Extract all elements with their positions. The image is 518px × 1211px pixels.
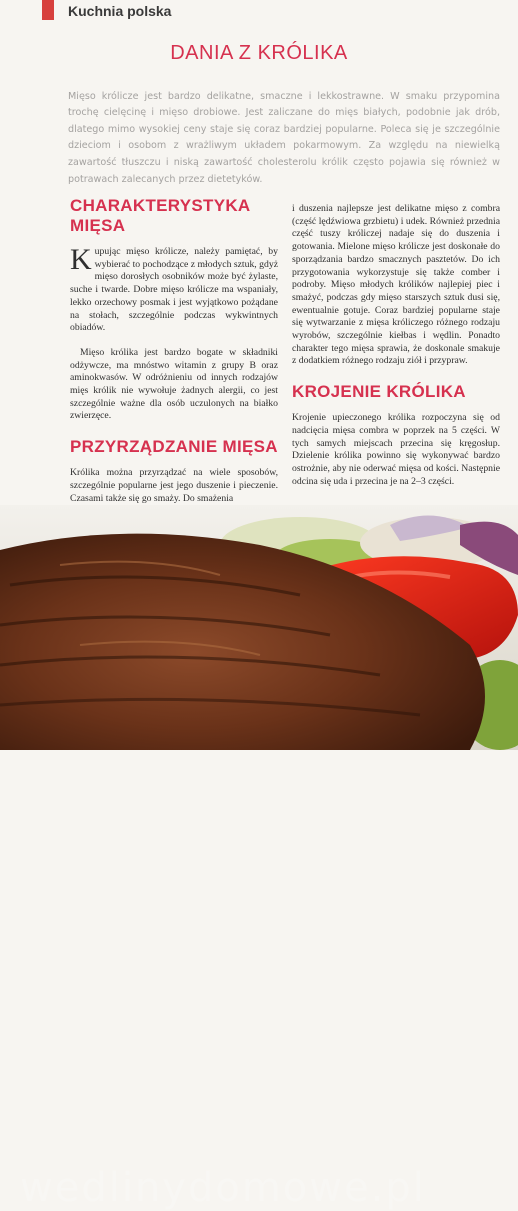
charakterystyka-paragraph-2: Mięso królika jest bardzo bogate w składniki odżywcze, ma mnóstwo witamin z grupy B oraz aminokwasów. W odróżnieniu od innych rodzajów mięs królik nie wywołuje żadnych alergii, co jest szczególnie ważne dla osób uczulonych na białko zwierzęce. xyxy=(70,346,278,422)
food-photo xyxy=(0,505,518,1211)
watermark: wedlinydomowe.pl xyxy=(20,1165,426,1211)
article-intro: Mięso królicze jest bardzo delikatne, smaczne i lekkostrawne. W smaku przypomina trochę cielęcinę i mięso drobiowe. Jest zaliczane do mięs białych, podobnie jak drób, dlatego mimo wysokiej ceny staje się coraz bardziej popularne. Poleca się je szczególnie dzieciom i osobom z wrażliwym układem pokarmowym. Za względu na niewielką zawartość tłuszczu i niską zawartość cholesterolu królik często pojawia się również w potrawach zalecanych przez dietetyków. xyxy=(68,90,500,185)
heading-charakterystyka: CHARAKTERYSTYKA MIĘSA xyxy=(70,196,250,235)
left-column xyxy=(70,196,278,505)
right-column xyxy=(292,203,500,488)
charakterystyka-paragraph-1 xyxy=(70,243,278,335)
grilled-meat-illustration xyxy=(0,505,518,750)
section-label: Kuchnia polska xyxy=(68,3,172,19)
heading-przyrzadzanie: PRZYRZĄDZANIE MIĘSA xyxy=(70,437,278,457)
charakterystyka-paragraph-1-text: upując mięso królicze, należy pamiętać, by wybierać to pochodzące z młodych sztuk, gdyż mięso dorosłych osobników może być żylaste, suche i twarde. Dobre mięso królicze ma wspaniały, lekko orzechowy posmak i jest wyjątkowo pożądane na stołach, szczególnie podczas wykwintnych obiadów. xyxy=(70,246,278,334)
przyrzadzanie-paragraph-1: Królika można przyrządzać na wiele sposobów, szczególnie popularne jest jego duszenie i pieczenie. Czasami także się go smaży. Do smażenia xyxy=(70,467,278,504)
przyrzadzanie-paragraph-2: i duszenia najlepsze jest delikatne mięso z combra (część lędźwiowa grzbietu) i udek. Również przednia część tuszy króliczej nadaje się do duszenia i gotowania. Mielone mięso królicze jest doskonałe do sporządzania bardzo smacznych pasztetów. Do ich przygotowania wykorzystuje się także comber i podroby. Mięso młodych królików najlepiej piec i smażyć, podczas gdy mięso starszych sztuk dusi się, ewentualnie gotuje. Coraz bardziej popularne staje się wytwarzanie z mięsa króliczego różnego rodzaju wyrobów, szczególnie kiełbas i wędlin. Ponadto charakter tego mięsa sprawia, że doskonale smakuje z dodatkiem różnego rodzaju ziół i przypraw. xyxy=(292,203,500,367)
krojenie-paragraph-1: Krojenie upieczonego królika rozpoczyna się od nadcięcia mięsa combra w poprzek na 5 części. W tych samych miejscach przecina się kręgosłup. Dzielenie królika powinno się wykonywać bardzo ostrożnie, aby nie oderwać mięsa od kości. Następnie odcina się uda i przecina je na 2–3 części. xyxy=(292,412,500,487)
article-title: DANIA Z KRÓLIKA xyxy=(170,42,348,64)
drop-cap: K xyxy=(70,243,92,276)
heading-krojenie: KROJENIE KRÓLIKA xyxy=(292,382,466,402)
section-tab-marker xyxy=(42,0,54,20)
